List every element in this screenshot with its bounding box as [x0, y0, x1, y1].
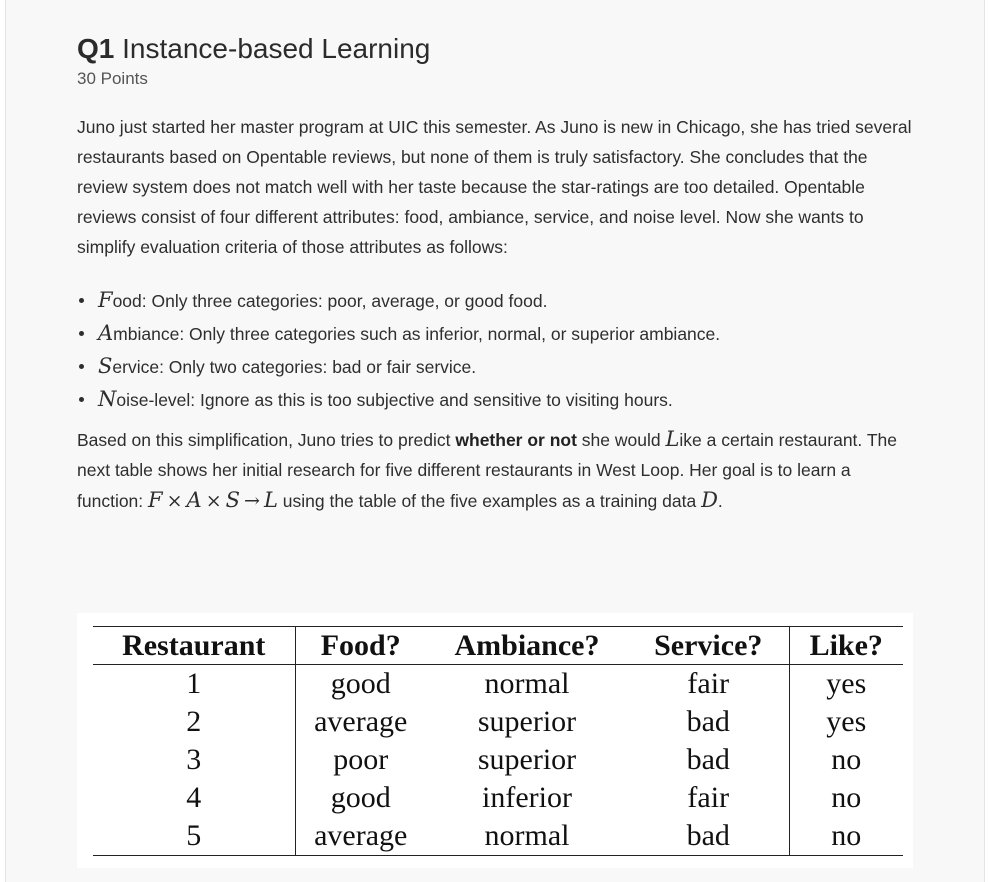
followup-paragraph — [77, 424, 917, 516]
cell-food: good — [330, 781, 391, 814]
table-row — [93, 779, 903, 817]
cell-like: yes — [826, 705, 867, 738]
header-service: Service? — [628, 627, 789, 665]
food-symbol: F — [98, 288, 113, 312]
cell-restaurant: 3 — [93, 741, 295, 779]
header-restaurant: Restaurant — [93, 627, 295, 665]
restaurant-table — [93, 626, 903, 856]
question-panel — [5, 0, 985, 882]
ambiance-symbol: A — [98, 321, 114, 345]
cell-restaurant: 5 — [93, 817, 295, 856]
table-row — [93, 665, 903, 704]
cell-ambiance: superior — [477, 743, 577, 776]
formula-l: L — [263, 488, 278, 512]
cell-service: fair — [628, 779, 789, 817]
attribute-food — [77, 284, 917, 317]
data-symbol: D — [701, 488, 718, 512]
table-row — [93, 817, 903, 856]
followup-bold: whether or not — [455, 430, 577, 450]
food-description: ood: Only three categories: poor, average, or good food. — [112, 291, 548, 311]
cell-like: no — [831, 781, 862, 814]
cell-ambiance: normal — [484, 667, 570, 700]
followup-end: . — [717, 491, 723, 511]
formula-times-2: × — [205, 490, 222, 512]
formula-s: S — [225, 488, 241, 512]
noise-description: oise-level: Ignore as this is too subjective and sensitive to visiting hours. — [116, 390, 673, 410]
cell-like: yes — [826, 667, 867, 700]
attribute-service — [77, 350, 917, 383]
cell-ambiance: superior — [477, 705, 577, 738]
table-header-row — [93, 627, 903, 665]
header-like: Like? — [789, 627, 903, 665]
cell-restaurant: 4 — [93, 779, 295, 817]
cell-food: average — [295, 817, 426, 856]
service-symbol: S — [98, 354, 113, 378]
question-title — [77, 30, 917, 68]
followup-text-2: she would — [576, 430, 666, 450]
followup-text-1: Based on this simplification, Juno tries to predict — [77, 430, 456, 450]
table-figure — [77, 613, 913, 868]
cell-service: bad — [628, 703, 789, 741]
cell-ambiance: normal — [426, 817, 628, 856]
question-content — [77, 30, 917, 516]
intro-paragraph: Juno just started her master program at UIC this semester. As Juno is new in Chicago, she has tried several restaurants based on Opentable reviews, but none of them is truly satisfactory. She concludes that the review system does not match well with her taste because the star-ratings are too detailed. Opentable reviews consist of four different attributes: food, ambiance, service, and noise level. Now she wants to simplify evaluation criteria of those attributes as follows: — [77, 117, 912, 257]
header-food: Food? — [295, 627, 426, 665]
cell-service: fair — [628, 665, 789, 704]
formula-times-1: × — [166, 490, 183, 512]
function-formula — [148, 488, 278, 512]
cell-service: bad — [628, 741, 789, 779]
cell-food: good — [330, 667, 391, 700]
cell-food: poor — [333, 743, 389, 776]
cell-like: no — [789, 817, 903, 856]
table-row — [93, 703, 903, 741]
cell-food: average — [314, 705, 408, 738]
noise-symbol: N — [98, 387, 117, 411]
question-number: Q1 — [77, 33, 115, 64]
like-symbol: L — [665, 427, 680, 451]
ambiance-description: mbiance: Only three categories such as inferior, normal, or superior ambiance. — [113, 324, 721, 344]
question-points: 30 Points — [77, 69, 148, 88]
cell-ambiance: inferior — [482, 781, 572, 814]
cell-service: bad — [628, 817, 789, 856]
table-row — [93, 741, 903, 779]
header-ambiance: Ambiance? — [426, 627, 628, 665]
formula-a: A — [186, 488, 202, 512]
attribute-list — [77, 284, 917, 416]
cell-like: no — [831, 743, 862, 776]
attribute-ambiance — [77, 317, 917, 350]
followup-text-4: using the table of the five examples as a training data — [277, 491, 702, 511]
followup-text-3: ike a certain restaurant. The next table shows her initial research for five different restaurants in West Loop. Her goal is to learn a function: — [77, 430, 897, 511]
question-title-text: Instance-based Learning — [122, 33, 431, 64]
formula-arrow: → — [244, 490, 260, 512]
cell-restaurant: 1 — [93, 665, 295, 704]
cell-restaurant: 2 — [93, 703, 295, 741]
formula-f: F — [148, 488, 163, 512]
service-description: ervice: Only two categories: bad or fair service. — [112, 357, 477, 377]
attribute-noise — [77, 383, 917, 416]
